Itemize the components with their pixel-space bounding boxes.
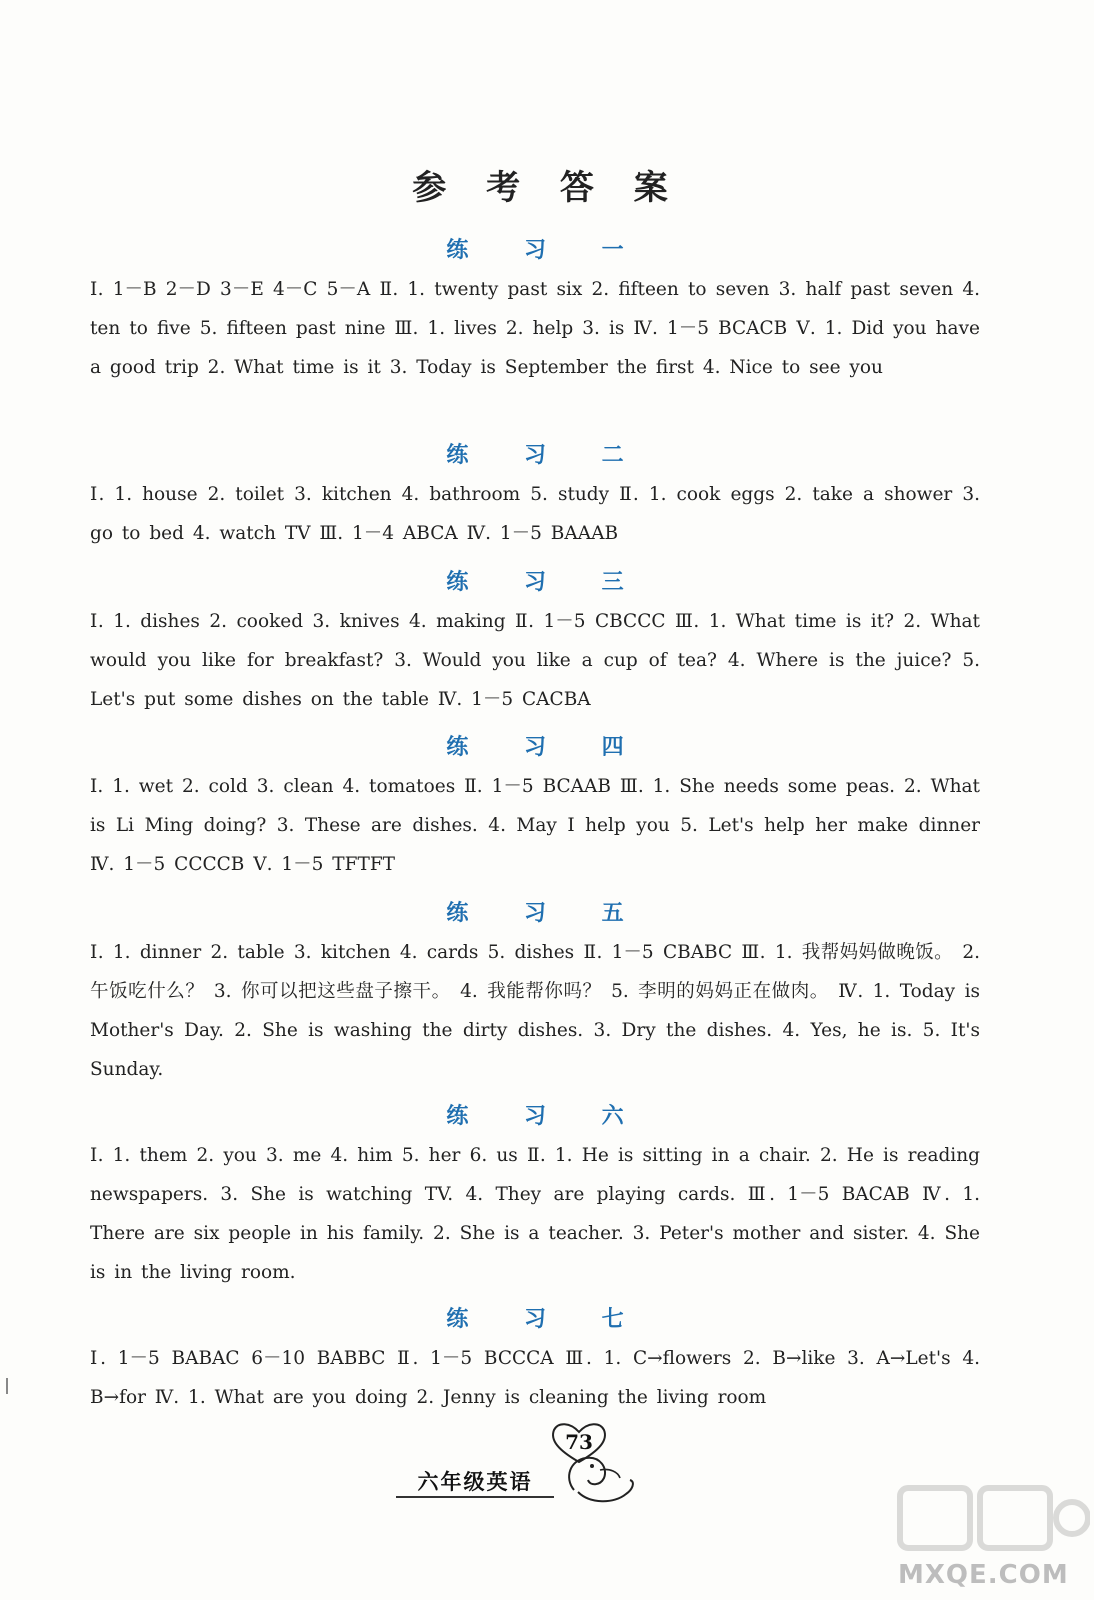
page-number: 73 xyxy=(565,1430,593,1454)
section-answers: Ⅰ. 1. house 2. toilet 3. kitchen 4. bathroom 5. study Ⅱ. 1. cook eggs 2. take a shower 3. go to bed 4. watch TV Ⅲ. 1－4 ABCA Ⅳ. 1－5 BAAAB xyxy=(90,484,980,544)
section-answers: Ⅰ. 1－5 BABAC 6－10 BABBC Ⅱ. 1－5 BCCCA Ⅲ. 1. C→flowers 2. B→like 3. A→Let's 4. B→for Ⅳ. 1. What are you doing 2. Jenny is cleaning the living room xyxy=(90,1348,980,1408)
section-answers: Ⅰ. 1. wet 2. cold 3. clean 4. tomatoes Ⅱ. 1－5 BCAAB Ⅲ. 1. She needs some peas. 2. What is Li Ming doing? 3. These are dishes. 4. May I help you 5. Let's help her make dinner Ⅳ. 1－5 CCCCB Ⅴ. 1－5 TFTFT xyxy=(90,776,980,875)
section-answers: Ⅰ. 1－B 2－D 3－E 4－C 5－A Ⅱ. 1. twenty past six 2. fifteen to seven 3. half past seven 4. ten to five 5. fifteen past nine Ⅲ. 1. lives 2. help 3. is Ⅳ. 1－5 BCACB Ⅴ. 1. Did you have a good trip 2. What time is it 3. Today is September the first 4. Nice to see you xyxy=(90,279,980,378)
section-heading: 练 习 一 xyxy=(446,238,648,263)
exercise-section-2 xyxy=(90,437,980,553)
section-answers: Ⅰ. 1. dishes 2. cooked 3. knives 4. making Ⅱ. 1－5 CBCCC Ⅲ. 1. What time is it? 2. What would you like for breakfast? 3. Would you like a cup of tea? 4. Where is the juice? 5. Let's put some dishes on the table Ⅳ. 1－5 CACBA xyxy=(90,611,980,710)
exercise-section-3 xyxy=(90,564,980,719)
section-heading: 练 习 四 xyxy=(446,735,648,760)
watermark-text: MXQE.COM xyxy=(898,1560,1069,1590)
grade-underline xyxy=(396,1496,554,1498)
grade-label: 六年级英语 xyxy=(417,1470,533,1494)
section-heading: 练 习 五 xyxy=(446,901,648,926)
margin-mark xyxy=(6,1378,8,1394)
mascot-icon xyxy=(560,1420,640,1510)
exercise-section-1 xyxy=(90,232,980,387)
exercise-section-4 xyxy=(90,729,980,884)
section-heading: 练 习 二 xyxy=(446,443,648,468)
exercise-section-6 xyxy=(90,1098,980,1292)
section-heading: 练 习 三 xyxy=(446,570,648,595)
section-answers: Ⅰ. 1. them 2. you 3. me 4. him 5. her 6. us Ⅱ. 1. He is sitting in a chair. 2. He is reading newspapers. 3. She is watching TV. 4. They are playing cards. Ⅲ. 1－5 BACAB Ⅳ. 1. There are six people in his family. 2. She is a teacher. 3. Peter's mother and sister. 4. She is in the living room. xyxy=(90,1145,980,1283)
section-heading: 练 习 六 xyxy=(446,1104,648,1129)
page-title: 参 考 答 案 xyxy=(412,168,682,208)
section-answers: Ⅰ. 1. dinner 2. table 3. kitchen 4. cards 5. dishes Ⅱ. 1－5 CBABC Ⅲ. 1. 我帮妈妈做晚饭。 2. 午饭吃什么？ 3. 你可以把这些盘子擦干。 4. 我能帮你吗？ 5. 李明的妈妈正在做肉。 Ⅳ. 1. Today is Mother's Day. 2. She is washing the dirty dishes. 3. Dry the dishes. 4. Yes, he is. 5. It's Sunday. xyxy=(90,942,980,1080)
section-heading: 练 习 七 xyxy=(446,1307,648,1332)
exercise-section-7 xyxy=(90,1301,980,1417)
exercise-section-5 xyxy=(90,895,980,1089)
